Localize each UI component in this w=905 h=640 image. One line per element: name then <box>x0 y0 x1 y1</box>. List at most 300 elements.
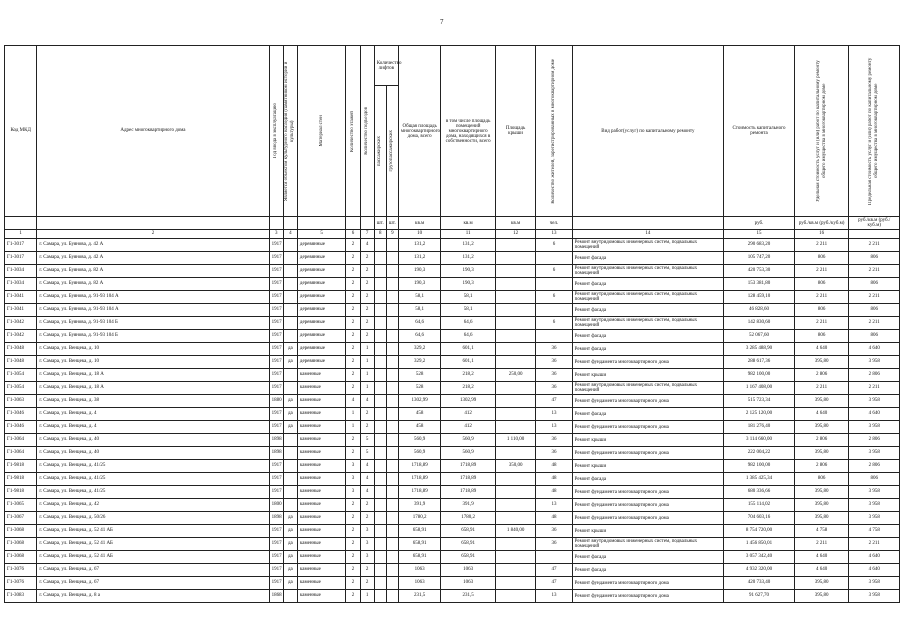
cell-wall: каменные <box>297 408 345 421</box>
table-row <box>5 408 900 421</box>
cell-work: Ремонт крыши <box>572 460 724 473</box>
unit-cell: руб./кв.м (руб./куб.м) <box>849 217 900 230</box>
cell-at: 1780,2 <box>398 512 440 525</box>
cell-year: 1917 <box>269 278 283 291</box>
cell-addr: г. Самара, ул. Венцека, д. 67 <box>37 564 269 577</box>
cell-l1 <box>374 395 386 408</box>
cell-code: Г1-3034 <box>5 278 37 291</box>
cell-en: 2 <box>360 291 374 304</box>
header-roof-area: Площадь крыши <box>495 46 535 217</box>
cell-en: 3 <box>360 551 374 564</box>
cell-at: 131,2 <box>398 252 440 265</box>
cell-her: да <box>283 512 297 525</box>
cell-res: 36 <box>536 538 572 551</box>
cell-uc: 2 211 <box>794 265 849 278</box>
cell-rf <box>495 590 535 603</box>
cell-l2 <box>386 369 398 382</box>
cell-code: Г1-3046 <box>5 408 37 421</box>
cell-wall: каменные <box>297 486 345 499</box>
cell-res: 36 <box>536 356 572 369</box>
cell-l1 <box>374 590 386 603</box>
cell-mc: 3 958 <box>849 421 900 434</box>
cell-work: Ремонт фундамента многоквартирного дома <box>572 356 724 369</box>
cell-wall: каменные <box>297 577 345 590</box>
cell-her <box>283 304 297 317</box>
cell-rf <box>495 473 535 486</box>
cell-work: Ремонт фундамента многоквартирного дома <box>572 577 724 590</box>
cell-addr: г. Самара, ул. Венцека, д. 8 а <box>37 590 269 603</box>
cell-code: Г1-3076 <box>5 564 37 577</box>
table-row <box>5 512 900 525</box>
cell-mc: 3 958 <box>849 512 900 525</box>
cell-rf <box>495 499 535 512</box>
column-number-cell: 5 <box>297 230 345 239</box>
cell-l2 <box>386 538 398 551</box>
header-wall: Материал стен <box>318 115 324 147</box>
cell-cost: 105 747,20 <box>724 252 795 265</box>
cell-code: Г1-3068 <box>5 525 37 538</box>
cell-addr: г. Самара, ул. Венцека, д. 67 <box>37 577 269 590</box>
cell-addr: г. Самара, ул. Венцека, д. 52 41 АБ <box>37 551 269 564</box>
header-residents: Количество жителей, зарегистрированных в многоквартирном доме <box>550 58 556 204</box>
cell-mc: 3 958 <box>849 395 900 408</box>
cell-at: 1718,89 <box>398 473 440 486</box>
cell-en: 1 <box>360 369 374 382</box>
cell-en: 4 <box>360 460 374 473</box>
cell-l2 <box>386 473 398 486</box>
cell-uc: 2 211 <box>794 239 849 252</box>
cell-work: Ремонт внутридомовых инженерных систем, подвальных помещений <box>572 291 724 304</box>
cell-addr: г. Самара, ул. Буянова, д. 42 А <box>37 252 269 265</box>
cell-fl: 2 <box>346 356 360 369</box>
cell-year: 1917 <box>269 239 283 252</box>
table-row <box>5 291 900 304</box>
cell-mc: 806 <box>849 473 900 486</box>
cell-l1 <box>374 408 386 421</box>
column-number-cell: 7 <box>360 230 374 239</box>
cell-mc: 2 806 <box>849 460 900 473</box>
cell-rf <box>495 421 535 434</box>
cell-l1 <box>374 421 386 434</box>
cell-rf: 250,00 <box>495 369 535 382</box>
cell-uc: 395,80 <box>794 356 849 369</box>
cell-ao: 658,91 <box>441 525 496 538</box>
cell-res: 47 <box>536 395 572 408</box>
cell-her <box>283 330 297 343</box>
cell-addr: г. Самара, ул. Венцека, д. 41/25 <box>37 486 269 499</box>
unit-cell <box>37 217 269 230</box>
cell-l1 <box>374 369 386 382</box>
cell-cost: 1 167 408,00 <box>724 382 795 395</box>
cell-mc: 806 <box>849 304 900 317</box>
cell-her: да <box>283 408 297 421</box>
cell-her <box>283 382 297 395</box>
table-row <box>5 343 900 356</box>
cell-work: Ремонт внутридомовых инженерных систем, подвальных помещений <box>572 382 724 395</box>
cell-at: 458 <box>398 421 440 434</box>
header-lifts-passenger: пассажирских <box>377 135 383 167</box>
cell-res: 48 <box>536 473 572 486</box>
cell-her: да <box>283 525 297 538</box>
cell-cost: 288 617,36 <box>724 356 795 369</box>
cell-res <box>536 252 572 265</box>
cell-year: 1917 <box>269 421 283 434</box>
cell-fl: 3 <box>346 473 360 486</box>
cell-l1 <box>374 486 386 499</box>
table-row <box>5 395 900 408</box>
cell-l1 <box>374 278 386 291</box>
cell-res: 13 <box>536 408 572 421</box>
cell-l2 <box>386 382 398 395</box>
table-row <box>5 447 900 460</box>
cell-l1 <box>374 512 386 525</box>
cell-ao: 560,9 <box>441 447 496 460</box>
cell-mc: 4 640 <box>849 564 900 577</box>
cell-addr: г. Самара, ул. Венцека, д. 41/25 <box>37 473 269 486</box>
cell-wall: каменные <box>297 447 345 460</box>
cell-mc: 806 <box>849 278 900 291</box>
cell-cost: 8 754 720,00 <box>724 525 795 538</box>
cell-l1 <box>374 239 386 252</box>
cell-addr: г. Самара, ул. Венцека, д. 18 А <box>37 382 269 395</box>
cell-uc: 395,80 <box>794 395 849 408</box>
cell-year: 1898 <box>269 447 283 460</box>
cell-l1 <box>374 382 386 395</box>
cell-res <box>536 304 572 317</box>
cell-addr: г. Самара, ул. Венцека, д. 52 41 АБ <box>37 525 269 538</box>
unit-cell: руб. <box>724 217 795 230</box>
cell-res: 36 <box>536 382 572 395</box>
cell-mc: 3 958 <box>849 356 900 369</box>
cell-year: 1917 <box>269 317 283 330</box>
cell-year: 1917 <box>269 252 283 265</box>
cell-l2 <box>386 278 398 291</box>
cell-year: 1917 <box>269 460 283 473</box>
cell-year: 1917 <box>269 538 283 551</box>
cell-uc: 806 <box>794 278 849 291</box>
cell-l1 <box>374 252 386 265</box>
cell-ao: 658,91 <box>441 551 496 564</box>
header-address: Адрес многоквартирного дома <box>37 46 269 217</box>
cell-rf <box>495 577 535 590</box>
cell-en: 4 <box>360 239 374 252</box>
cell-l2 <box>386 343 398 356</box>
unit-cell: чел. <box>536 217 572 230</box>
cell-ao: 231,5 <box>441 590 496 603</box>
cell-code: Г1-3042 <box>5 317 37 330</box>
cell-ao: 58,1 <box>441 304 496 317</box>
cell-en: 4 <box>360 486 374 499</box>
cell-her <box>283 590 297 603</box>
cell-l2 <box>386 525 398 538</box>
cell-cost: 420 753,30 <box>724 265 795 278</box>
table-row <box>5 278 900 291</box>
cell-mc: 2 211 <box>849 291 900 304</box>
cell-at: 560,9 <box>398 434 440 447</box>
cell-her: да <box>283 577 297 590</box>
cell-uc: 4 640 <box>794 564 849 577</box>
cell-l1 <box>374 577 386 590</box>
cell-year: 1917 <box>269 486 283 499</box>
cell-fl: 2 <box>346 291 360 304</box>
cell-l2 <box>386 291 398 304</box>
unit-cell: кв.м <box>495 217 535 230</box>
cell-uc: 4 640 <box>794 551 849 564</box>
cell-res: 36 <box>536 525 572 538</box>
cell-l2 <box>386 330 398 343</box>
cell-fl: 2 <box>346 564 360 577</box>
cell-l1 <box>374 460 386 473</box>
cell-rf: 1 840,00 <box>495 525 535 538</box>
cell-mc: 2 211 <box>849 317 900 330</box>
cell-cost: 1 385 425,34 <box>724 473 795 486</box>
cell-l2 <box>386 460 398 473</box>
cell-cost: 153 381,80 <box>724 278 795 291</box>
cell-uc: 2 211 <box>794 538 849 551</box>
table-body <box>5 239 900 603</box>
table-row <box>5 486 900 499</box>
cell-l2 <box>386 408 398 421</box>
cell-addr: г. Самара, ул. Буянова, д. 91-93 104 Б <box>37 330 269 343</box>
cell-at: 131,2 <box>398 239 440 252</box>
cell-mc: 4 640 <box>849 551 900 564</box>
column-number-cell: 1 <box>5 230 37 239</box>
unit-cell <box>360 217 374 230</box>
cell-cost: 704 603,16 <box>724 512 795 525</box>
cell-rf <box>495 408 535 421</box>
cell-uc: 2 211 <box>794 382 849 395</box>
cell-fl: 2 <box>346 538 360 551</box>
unit-cell: шт. <box>374 217 386 230</box>
cell-en: 3 <box>360 525 374 538</box>
cell-res: 48 <box>536 486 572 499</box>
cell-en: 2 <box>360 577 374 590</box>
cell-en: 2 <box>360 408 374 421</box>
cell-l2 <box>386 421 398 434</box>
cell-code: Г1-3042 <box>5 330 37 343</box>
header-year: Год ввода в эксплуатацию <box>273 103 279 159</box>
cell-addr: г. Самара, ул. Буянова, д. 91-93 104 А <box>37 291 269 304</box>
cell-mc: 3 958 <box>849 447 900 460</box>
cell-addr: г. Самара, ул. Буянова, д. 91-93 104 А <box>37 304 269 317</box>
cell-code: Г1-3017 <box>5 252 37 265</box>
cell-fl: 2 <box>346 252 360 265</box>
cell-year: 1898 <box>269 434 283 447</box>
cell-en: 1 <box>360 590 374 603</box>
cell-addr: г. Самара, ул. Венцека, д. 10 <box>37 356 269 369</box>
cell-rf <box>495 304 535 317</box>
cell-rf: 1 110,00 <box>495 434 535 447</box>
cell-l1 <box>374 317 386 330</box>
cell-code: Г1-3017 <box>5 239 37 252</box>
cell-fl: 1 <box>346 421 360 434</box>
cell-en: 2 <box>360 304 374 317</box>
cell-year: 1917 <box>269 356 283 369</box>
cell-addr: г. Самара, ул. Венцека, д. 50/26 <box>37 512 269 525</box>
header-work-type: Вид работ(услуг) по капитальному ремонту <box>572 46 724 217</box>
header-unit-cost: Удельная стоимость услуг и (или) работ по капитальному ремонту общего имущества в многоквартирном доме <box>815 60 827 202</box>
cell-her <box>283 434 297 447</box>
cell-en: 2 <box>360 278 374 291</box>
cell-addr: г. Самара, ул. Венцека, д. 4 <box>37 421 269 434</box>
cell-cost: 420 733,40 <box>724 577 795 590</box>
cell-at: 658,91 <box>398 551 440 564</box>
cell-res <box>536 551 572 564</box>
unit-cell <box>297 217 345 230</box>
cell-en: 2 <box>360 317 374 330</box>
cell-work: Ремонт фундамента многоквартирного дома <box>572 590 724 603</box>
cell-cost: 52 067,60 <box>724 330 795 343</box>
cell-mc: 3 958 <box>849 590 900 603</box>
cell-ao: 131,2 <box>441 239 496 252</box>
cell-fl: 2 <box>346 525 360 538</box>
cell-at: 1063 <box>398 577 440 590</box>
cell-rf <box>495 252 535 265</box>
cell-ao: 412 <box>441 421 496 434</box>
table-row <box>5 460 900 473</box>
cell-res: 6 <box>536 265 572 278</box>
cell-l2 <box>386 447 398 460</box>
cell-code: Г1-3054 <box>5 369 37 382</box>
cell-fl: 2 <box>346 239 360 252</box>
cell-l1 <box>374 525 386 538</box>
cell-her <box>283 486 297 499</box>
cell-fl: 2 <box>346 434 360 447</box>
cell-cost: 515 723,34 <box>724 395 795 408</box>
cell-work: Ремонт крыши <box>572 434 724 447</box>
cell-wall: каменные <box>297 473 345 486</box>
cell-fl: 2 <box>346 447 360 460</box>
cell-code: Г1-3054 <box>5 382 37 395</box>
cell-her <box>283 278 297 291</box>
cell-rf <box>495 356 535 369</box>
cell-mc: 2 211 <box>849 239 900 252</box>
cell-l2 <box>386 304 398 317</box>
cell-cost: 181 276,40 <box>724 421 795 434</box>
table-row <box>5 499 900 512</box>
cell-fl: 2 <box>346 265 360 278</box>
cell-fl: 1 <box>346 408 360 421</box>
cell-l1 <box>374 356 386 369</box>
cell-mc: 2 211 <box>849 265 900 278</box>
cell-mc: 4 640 <box>849 408 900 421</box>
cell-year: 1917 <box>269 551 283 564</box>
cell-en: 2 <box>360 499 374 512</box>
cell-ao: 391,9 <box>441 499 496 512</box>
cell-addr: г. Самара, ул. Буянова, д. 82 А <box>37 265 269 278</box>
cell-ao: 1302,99 <box>441 395 496 408</box>
cell-en: 2 <box>360 252 374 265</box>
cell-cost: 4 932 320,00 <box>724 564 795 577</box>
cell-cost: 3 057 342,40 <box>724 551 795 564</box>
cell-at: 528 <box>398 382 440 395</box>
table-row <box>5 356 900 369</box>
table-row <box>5 369 900 382</box>
cell-l2 <box>386 486 398 499</box>
column-number-cell: 10 <box>398 230 440 239</box>
cell-en: 1 <box>360 343 374 356</box>
cell-ao: 1780,2 <box>441 512 496 525</box>
cell-l1 <box>374 473 386 486</box>
cell-her <box>283 252 297 265</box>
cell-l1 <box>374 551 386 564</box>
cell-rf <box>495 382 535 395</box>
cell-work: Ремонт внутридомовых инженерных систем, подвальных помещений <box>572 538 724 551</box>
cell-year: 1917 <box>269 291 283 304</box>
page-number: 7 <box>440 18 444 26</box>
header-floors: Количество этажей <box>349 110 355 152</box>
cell-l2 <box>386 239 398 252</box>
cell-fl: 2 <box>346 551 360 564</box>
header-entrances: Количество подъездов <box>364 107 370 155</box>
table-row <box>5 304 900 317</box>
cell-wall: деревянные <box>297 278 345 291</box>
cell-l1 <box>374 265 386 278</box>
header-lifts-freight: грузопассажирских <box>389 130 395 172</box>
cell-her <box>283 265 297 278</box>
table-row <box>5 538 900 551</box>
cell-code: Г1-3048 <box>5 356 37 369</box>
cell-addr: г. Самара, ул. Венцека, д. 41/25 <box>37 460 269 473</box>
cell-wall: каменные <box>297 551 345 564</box>
cell-year: 1800 <box>269 499 283 512</box>
cell-uc: 806 <box>794 330 849 343</box>
cell-her: да <box>283 343 297 356</box>
cell-year: 1868 <box>269 590 283 603</box>
cell-rf <box>495 265 535 278</box>
cell-year: 1917 <box>269 304 283 317</box>
cell-work: Ремонт фундамента многоквартирного дома <box>572 486 724 499</box>
cell-wall: деревянные <box>297 343 345 356</box>
cell-at: 190,3 <box>398 278 440 291</box>
table-row <box>5 590 900 603</box>
cell-cost: 3 285 488,90 <box>724 343 795 356</box>
cell-fl: 2 <box>346 343 360 356</box>
unit-cell: кв.м <box>398 217 440 230</box>
table-row <box>5 525 900 538</box>
cell-cost: 222 004,22 <box>724 447 795 460</box>
cell-year: 1917 <box>269 369 283 382</box>
column-number-cell: 3 <box>269 230 283 239</box>
cell-mc: 806 <box>849 252 900 265</box>
cell-en: 1 <box>360 382 374 395</box>
cell-en: 3 <box>360 538 374 551</box>
cell-l2 <box>386 564 398 577</box>
cell-year: 1898 <box>269 512 283 525</box>
cell-fl: 2 <box>346 512 360 525</box>
cell-fl: 2 <box>346 382 360 395</box>
cell-uc: 395,80 <box>794 577 849 590</box>
cell-addr: г. Самара, ул. Венцека, д. 40 <box>37 447 269 460</box>
cell-wall: каменные <box>297 564 345 577</box>
table-row <box>5 473 900 486</box>
cell-cost: 46 828,60 <box>724 304 795 317</box>
cell-l1 <box>374 330 386 343</box>
cell-at: 58,1 <box>398 304 440 317</box>
cell-ao: 601,1 <box>441 356 496 369</box>
cell-res <box>536 330 572 343</box>
cell-l2 <box>386 252 398 265</box>
cell-rf <box>495 512 535 525</box>
cell-code: Г1-3041 <box>5 291 37 304</box>
cell-year: 1880 <box>269 395 283 408</box>
cell-wall: каменные <box>297 512 345 525</box>
column-number-cell: 9 <box>386 230 398 239</box>
cell-work: Ремонт внутридомовых инженерных систем, подвальных помещений <box>572 317 724 330</box>
cell-l1 <box>374 304 386 317</box>
cell-l1 <box>374 434 386 447</box>
cell-cost: 155 114,02 <box>724 499 795 512</box>
